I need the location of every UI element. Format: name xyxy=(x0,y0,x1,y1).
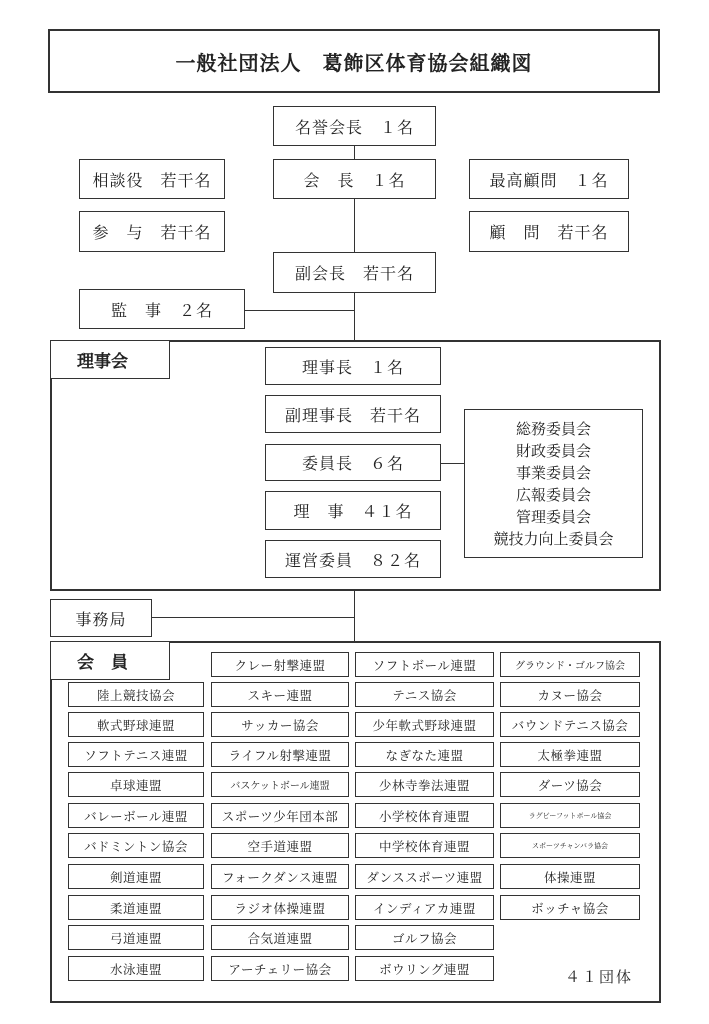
member-org: 少林寺拳法連盟 xyxy=(355,772,494,797)
board-vice-chair-box: 副理事長 若干名 xyxy=(265,395,441,433)
committee-item: 広報委員会 xyxy=(515,485,591,504)
member-org: バスケットボール連盟 xyxy=(211,772,349,797)
member-org: 陸上競技協会 xyxy=(68,682,204,707)
committees-list xyxy=(464,409,643,558)
member-org: インディアカ連盟 xyxy=(355,895,494,920)
counselor-box: 相談役 若干名 xyxy=(79,159,225,199)
member-org: ボッチャ協会 xyxy=(500,895,640,920)
directors-box: 理 事 ４１名 xyxy=(265,491,441,530)
member-org: 剣道連盟 xyxy=(68,864,204,889)
member-org: ソフトテニス連盟 xyxy=(68,742,204,767)
member-org: 柔道連盟 xyxy=(68,895,204,920)
vice-president-box: 副会長 若干名 xyxy=(273,252,436,293)
committee-item: 事業委員会 xyxy=(515,463,591,482)
member-count: ４１団体 xyxy=(565,968,634,986)
member-org: アーチェリー協会 xyxy=(211,956,349,981)
member-org: 中学校体育連盟 xyxy=(355,833,494,858)
member-org: 卓球連盟 xyxy=(68,772,204,797)
connector-secretariat xyxy=(152,617,355,618)
board-chair-box: 理事長 １名 xyxy=(265,347,441,385)
councilor-box: 参 与 若干名 xyxy=(79,211,225,252)
member-org: スキー連盟 xyxy=(211,682,349,707)
page-title: 一般社団法人 葛飾区体育協会組織図 xyxy=(48,29,660,93)
member-org: クレー射撃連盟 xyxy=(211,652,349,677)
member-org: バレーボール連盟 xyxy=(68,803,204,828)
member-org: カヌー協会 xyxy=(500,682,640,707)
member-org: 少年軟式野球連盟 xyxy=(355,712,494,737)
member-org: スポーツチャンバラ協会 xyxy=(500,833,640,858)
member-org: バドミントン協会 xyxy=(68,833,204,858)
member-org: ゴルフ協会 xyxy=(355,925,494,950)
committee-item: 管理委員会 xyxy=(515,507,591,526)
member-org: テニス協会 xyxy=(355,682,494,707)
honorary-president-box: 名誉会長 １名 xyxy=(273,106,436,146)
member-org: 小学校体育連盟 xyxy=(355,803,494,828)
member-org: 弓道連盟 xyxy=(68,925,204,950)
member-org: ボウリング連盟 xyxy=(355,956,494,981)
member-org: フォークダンス連盟 xyxy=(211,864,349,889)
auditor-box: 監 事 ２名 xyxy=(79,289,245,329)
member-org: スポーツ少年団本部 xyxy=(211,803,349,828)
member-org: なぎなた連盟 xyxy=(355,742,494,767)
committee-item: 財政委員会 xyxy=(515,441,591,460)
committee-item: 総務委員会 xyxy=(515,419,591,438)
member-org: ダーツ協会 xyxy=(500,772,640,797)
connector-auditor xyxy=(245,310,355,311)
member-org: グラウンド・ゴルフ協会 xyxy=(500,652,640,677)
member-org: 太極拳連盟 xyxy=(500,742,640,767)
committee-item: 競技力向上委員会 xyxy=(493,529,614,548)
member-org: ラグビーフットボール協会 xyxy=(500,803,640,828)
member-org: サッカー協会 xyxy=(211,712,349,737)
member-org: ダンススポーツ連盟 xyxy=(355,864,494,889)
member-org: 水泳連盟 xyxy=(68,956,204,981)
steering-box: 運営委員 ８２名 xyxy=(265,540,441,578)
member-org: 体操連盟 xyxy=(500,864,640,889)
president-box: 会 長 １名 xyxy=(273,159,436,199)
secretariat-box: 事務局 xyxy=(50,599,152,637)
advisor-box: 顧 問 若干名 xyxy=(469,211,629,252)
member-org: 軟式野球連盟 xyxy=(68,712,204,737)
member-org: ソフトボール連盟 xyxy=(355,652,494,677)
board-label: 理事会 xyxy=(51,341,170,379)
member-org: 合気道連盟 xyxy=(211,925,349,950)
supreme-advisor-box: 最高顧問 １名 xyxy=(469,159,629,199)
members-label: 会 員 xyxy=(51,642,170,680)
member-org: 空手道連盟 xyxy=(211,833,349,858)
member-org: バウンドテニス協会 xyxy=(500,712,640,737)
member-org: ラジオ体操連盟 xyxy=(211,895,349,920)
committee-chair-box: 委員長 ６名 xyxy=(265,444,441,481)
member-org: ライフル射撃連盟 xyxy=(211,742,349,767)
